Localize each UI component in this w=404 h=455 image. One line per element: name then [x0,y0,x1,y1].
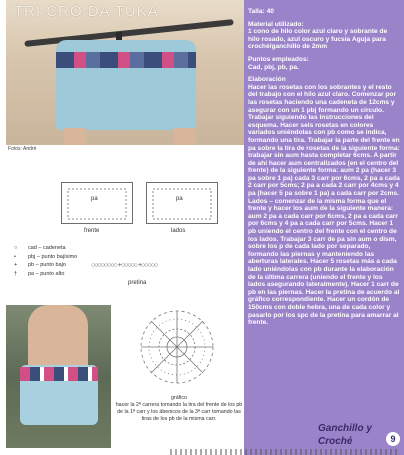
elaboration-title: Elaboración [248,76,286,84]
leg [64,128,86,145]
legend-item: ○ cad – cadeneta [14,245,66,251]
bottom-photo [6,305,111,448]
front-pa-label: pa [91,196,98,202]
points-title: Puntos empleados: [248,55,309,63]
waistband-chart: ○○○○○○○○ +○○○○○ +○○○○○ [91,262,158,269]
side-schema [146,182,218,224]
side-schema-lines [147,183,217,223]
front-label: frente [84,228,100,234]
materials-text: 1 cono de hilo color azul claro y sobrante de hilo rosado, azul oscuro y fucsia Aguja para croché/ganchillo de 2mm [248,28,388,51]
magazine-logo-line1: Ganchillo y [318,423,372,434]
leg [174,128,196,145]
side-label: lados [171,228,186,234]
side-pa-label: pa [176,196,183,202]
page-number: 9 [386,432,400,446]
rosette-band [20,367,98,381]
footer-strip [170,449,400,455]
pattern-diagram [6,152,244,302]
chart-caption [115,395,243,423]
legend-item: • pbj – punto bajísimo [14,253,78,260]
rosette-band [56,52,196,68]
brand-title: TRI CRO DA TUKA [14,3,159,20]
legend-item: + pb – punto bajo [14,262,66,268]
front-schema [61,182,133,224]
chart-instructions: hacer la 2ª carrera tomando la tira del frente de los pb de la 1ª carr y los ábenicos de la 3ª carr tomando las tiras de los pb de la misma carr. [115,402,243,422]
front-schema-lines [62,183,132,223]
chart-title: gráfico [171,395,187,401]
points-text: Cad, pbj, pb, pa. [248,63,299,71]
rosette-chart [113,305,241,390]
materials-title: Material utilizado: [248,20,304,28]
photo-credit: Fotos: André [8,146,37,152]
elaboration-text: Hacer las rosetas con los sobrantes y el resto del trabajo con el hilo azul claro. Comenzar por las rosetas haciendo una cadeneta de 12cms y asegurar con un 1 pbj formando un círculo. Trabajar siguiendo las instrucciones del esquema. Hacer seis rosetas en colores variados uniéndolas con pb como se indica, formando una tira. Trabajar la parte del frente en pa sobre la tira de rosetas de la siguiente forma: trabajar sin aum hasta completar 6cms. A partir de ahí hacer aum centralizados (en el centro del frente) de la siguiente forma: aum 2 pa (hacer 3 pa sobre 1 pa) cada 3 carr por 6cms, 2 pa a cada 2 carr por 5cms; 2 pa a cada 2 carr por 4cms y 4 pa (hacer 5 pa sobre 1 pa) a cada carr por 2cms. Lados – comenzar de la misma forma que el frente y hacer los aum de la siguiente manera: aum 2 pa a cada carr por 6cms, 2 pa a cada carr por 6cms y 4 pa a cada carr por 5cms. Hacer 1 pb uniendo el centro del frente con el centro de los lados. Trabajar 3 carr de pa sin aum o dism, sobre los p de cada lado por separado, formando las piernas y manteniendo las aberturas laterales. Hacer 5 rosetas más a cada lado uniéndolas con pb durante la elaboración de la última carrera (uniendo el frente y los lados asegurando lateralmente). Hacer 1 carr de pb en las piernas. Hacer la pretina de acuerdo al gráfico correspondiente. Hacer un cordón de 150cms con doble hebra, una de cada color y pasarlo por los spc de la pretina para amarrar al frente. [248,83,400,327]
top-photo [6,0,244,145]
waistband-label: pretina [128,280,147,286]
legend-item: † pa – punto alto [14,270,65,277]
instructions-text [248,8,400,332]
size-label: Talla: 40 [248,8,274,15]
stitch-legend [14,244,77,278]
magazine-logo-line2: Croché [318,436,353,447]
